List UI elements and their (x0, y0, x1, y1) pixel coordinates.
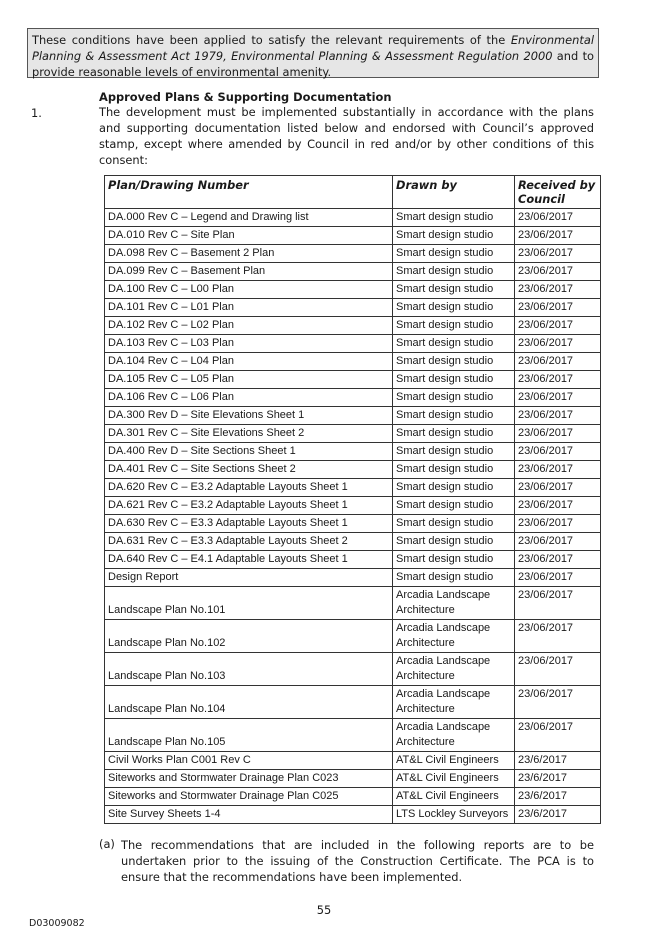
cell-received-date: 23/06/2017 (515, 263, 601, 281)
header-drawn-by: Drawn by (393, 176, 515, 209)
header-received-by-council: Received by Council (515, 176, 601, 209)
table-row (105, 227, 601, 245)
table-row (105, 209, 601, 227)
cell-drawn-by: Smart design studio (393, 371, 515, 389)
cell-drawn-by: Smart design studio (393, 443, 515, 461)
table-row (105, 335, 601, 353)
cell-received-date: 23/06/2017 (515, 461, 601, 479)
cell-plan-drawing-number: DA.630 Rev C – E3.3 Adaptable Layouts Sheet 1 (105, 515, 393, 533)
cell-plan-drawing-number: Landscape Plan No.101 (105, 587, 393, 620)
table-row (105, 461, 601, 479)
intro-text-part2: and to provide reasonable levels of environmental amenity. (32, 49, 594, 79)
cell-drawn-by: AT&L Civil Engineers (393, 770, 515, 788)
cell-drawn-by: Smart design studio (393, 389, 515, 407)
document-reference: D03009082 (29, 918, 85, 929)
cell-drawn-by: Smart design studio (393, 551, 515, 569)
cell-drawn-by: Smart design studio (393, 299, 515, 317)
cell-drawn-by: AT&L Civil Engineers (393, 788, 515, 806)
cell-received-date: 23/6/2017 (515, 788, 601, 806)
cell-drawn-by: Smart design studio (393, 533, 515, 551)
table-row (105, 371, 601, 389)
table-row (105, 443, 601, 461)
table-row (105, 569, 601, 587)
cell-drawn-by: Arcadia Landscape Architecture (393, 719, 515, 752)
cell-drawn-by: Smart design studio (393, 497, 515, 515)
cell-received-date: 23/06/2017 (515, 281, 601, 299)
table-row (105, 281, 601, 299)
cell-drawn-by: Smart design studio (393, 569, 515, 587)
cell-plan-drawing-number: DA.105 Rev C – L05 Plan (105, 371, 393, 389)
cell-received-date: 23/06/2017 (515, 515, 601, 533)
cell-drawn-by: Smart design studio (393, 245, 515, 263)
table-row (105, 770, 601, 788)
cell-received-date: 23/06/2017 (515, 227, 601, 245)
cell-drawn-by: Smart design studio (393, 479, 515, 497)
cell-drawn-by: Smart design studio (393, 209, 515, 227)
intro-text-part1: These conditions have been applied to satisfy the relevant requirements of the (32, 33, 511, 47)
cell-drawn-by: Arcadia Landscape Architecture (393, 653, 515, 686)
table-row (105, 587, 601, 620)
cell-drawn-by: Smart design studio (393, 353, 515, 371)
cell-drawn-by: AT&L Civil Engineers (393, 752, 515, 770)
intro-act-names: Environmental Planning & Assessment Act 1979, Environmental Planning & Assessment Regulation 2000 (32, 33, 594, 63)
table-row (105, 620, 601, 653)
cell-plan-drawing-number: DA.631 Rev C – E3.3 Adaptable Layouts Sheet 2 (105, 533, 393, 551)
table-row (105, 515, 601, 533)
cell-received-date: 23/06/2017 (515, 497, 601, 515)
condition-text: The development must be implemented substantially in accordance with the plans and supporting documentation listed below and endorsed with Council’s approved stamp, except where amended by Council in red and/or by other conditions of this consent: (99, 105, 594, 167)
cell-received-date: 23/06/2017 (515, 371, 601, 389)
cell-received-date: 23/06/2017 (515, 335, 601, 353)
cell-received-date: 23/06/2017 (515, 299, 601, 317)
cell-plan-drawing-number: DA.098 Rev C – Basement 2 Plan (105, 245, 393, 263)
cell-drawn-by: LTS Lockley Surveyors (393, 806, 515, 824)
cell-drawn-by: Smart design studio (393, 263, 515, 281)
cell-drawn-by: Smart design studio (393, 407, 515, 425)
header-plan-drawing-number: Plan/Drawing Number (105, 176, 393, 209)
cell-plan-drawing-number: Siteworks and Stormwater Drainage Plan C025 (105, 788, 393, 806)
cell-received-date: 23/06/2017 (515, 209, 601, 227)
cell-received-date: 23/06/2017 (515, 407, 601, 425)
table-row (105, 653, 601, 686)
table-row (105, 425, 601, 443)
cell-plan-drawing-number: DA.300 Rev D – Site Elevations Sheet 1 (105, 407, 393, 425)
cell-received-date: 23/06/2017 (515, 719, 601, 752)
table-header-row (105, 176, 601, 209)
section-heading: Approved Plans & Supporting Documentation (99, 90, 392, 104)
cell-plan-drawing-number: DA.000 Rev C – Legend and Drawing list (105, 209, 393, 227)
cell-plan-drawing-number: DA.400 Rev D – Site Sections Sheet 1 (105, 443, 393, 461)
cell-received-date: 23/6/2017 (515, 806, 601, 824)
table-row (105, 353, 601, 371)
cell-received-date: 23/06/2017 (515, 686, 601, 719)
recommendation-label: (a) (99, 837, 115, 851)
cell-received-date: 23/06/2017 (515, 569, 601, 587)
table-row (105, 299, 601, 317)
cell-received-date: 23/06/2017 (515, 443, 601, 461)
cell-received-date: 23/06/2017 (515, 587, 601, 620)
cell-received-date: 23/06/2017 (515, 389, 601, 407)
cell-drawn-by: Smart design studio (393, 281, 515, 299)
cell-received-date: 23/06/2017 (515, 245, 601, 263)
cell-drawn-by: Smart design studio (393, 515, 515, 533)
cell-drawn-by: Arcadia Landscape Architecture (393, 686, 515, 719)
cell-plan-drawing-number: DA.099 Rev C – Basement Plan (105, 263, 393, 281)
condition-number: 1. (31, 106, 42, 120)
table-row (105, 479, 601, 497)
cell-received-date: 23/06/2017 (515, 425, 601, 443)
conditions-intro-box (27, 28, 599, 78)
table-row (105, 263, 601, 281)
cell-received-date: 23/06/2017 (515, 533, 601, 551)
table-row (105, 389, 601, 407)
table-row (105, 317, 601, 335)
recommendation-text: The recommendations that are included in the following reports are to be undertaken prior to the issuing of the Construction Certificate. The PCA is to ensure that the recommendations have been implemented. (121, 838, 594, 884)
cell-plan-drawing-number: DA.100 Rev C – L00 Plan (105, 281, 393, 299)
cell-plan-drawing-number: DA.301 Rev C – Site Elevations Sheet 2 (105, 425, 393, 443)
table-row (105, 719, 601, 752)
cell-plan-drawing-number: Landscape Plan No.105 (105, 719, 393, 752)
cell-plan-drawing-number: Site Survey Sheets 1-4 (105, 806, 393, 824)
cell-plan-drawing-number: DA.620 Rev C – E3.2 Adaptable Layouts Sheet 1 (105, 479, 393, 497)
table-row (105, 551, 601, 569)
table-row (105, 752, 601, 770)
cell-received-date: 23/06/2017 (515, 620, 601, 653)
cell-plan-drawing-number: Landscape Plan No.102 (105, 620, 393, 653)
cell-received-date: 23/06/2017 (515, 653, 601, 686)
cell-plan-drawing-number: DA.010 Rev C – Site Plan (105, 227, 393, 245)
cell-plan-drawing-number: Landscape Plan No.104 (105, 686, 393, 719)
cell-plan-drawing-number: DA.621 Rev C – E3.2 Adaptable Layouts Sheet 1 (105, 497, 393, 515)
cell-plan-drawing-number: Landscape Plan No.103 (105, 653, 393, 686)
approved-plans-table (104, 175, 601, 824)
table-row (105, 533, 601, 551)
table-row (105, 788, 601, 806)
cell-drawn-by: Smart design studio (393, 317, 515, 335)
table-row (105, 245, 601, 263)
table-row (105, 407, 601, 425)
cell-received-date: 23/6/2017 (515, 752, 601, 770)
cell-drawn-by: Smart design studio (393, 461, 515, 479)
cell-plan-drawing-number: DA.104 Rev C – L04 Plan (105, 353, 393, 371)
cell-received-date: 23/06/2017 (515, 317, 601, 335)
page-number: 55 (316, 903, 332, 917)
cell-received-date: 23/06/2017 (515, 353, 601, 371)
cell-received-date: 23/06/2017 (515, 479, 601, 497)
cell-received-date: 23/06/2017 (515, 551, 601, 569)
cell-drawn-by: Smart design studio (393, 335, 515, 353)
cell-drawn-by: Smart design studio (393, 227, 515, 245)
table-row (105, 497, 601, 515)
cell-plan-drawing-number: DA.102 Rev C – L02 Plan (105, 317, 393, 335)
cell-drawn-by: Arcadia Landscape Architecture (393, 620, 515, 653)
table-row (105, 686, 601, 719)
cell-plan-drawing-number: DA.101 Rev C – L01 Plan (105, 299, 393, 317)
cell-plan-drawing-number: DA.640 Rev C – E4.1 Adaptable Layouts Sheet 1 (105, 551, 393, 569)
cell-plan-drawing-number: Civil Works Plan C001 Rev C (105, 752, 393, 770)
cell-plan-drawing-number: DA.106 Rev C – L06 Plan (105, 389, 393, 407)
cell-plan-drawing-number: DA.103 Rev C – L03 Plan (105, 335, 393, 353)
cell-drawn-by: Arcadia Landscape Architecture (393, 587, 515, 620)
table-row (105, 806, 601, 824)
cell-received-date: 23/6/2017 (515, 770, 601, 788)
cell-plan-drawing-number: Siteworks and Stormwater Drainage Plan C023 (105, 770, 393, 788)
cell-plan-drawing-number: DA.401 Rev C – Site Sections Sheet 2 (105, 461, 393, 479)
cell-drawn-by: Smart design studio (393, 425, 515, 443)
cell-plan-drawing-number: Design Report (105, 569, 393, 587)
